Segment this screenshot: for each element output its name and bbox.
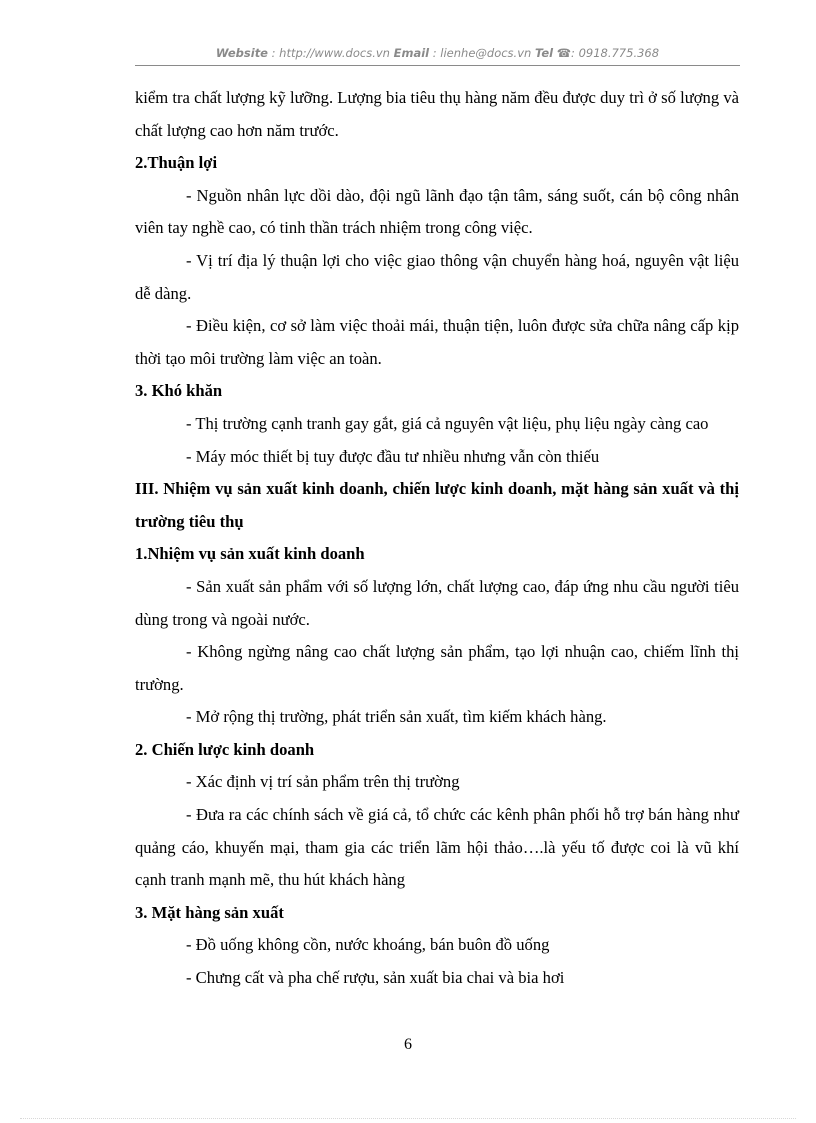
heading-section-3: III. Nhiệm vụ sản xuất kinh doanh, chiến lược kinh doanh, mặt hàng sản xuất và thị trường tiêu thụ [135, 479, 739, 531]
paragraph-kho-khan-2: - Máy móc thiết bị tuy được đầu tư nhiều nhưng vẫn còn thiếu [186, 446, 600, 466]
paragraph-thuan-loi-2: - Vị trí địa lý thuận lợi cho việc giao thông vận chuyển hàng hoá, nguyên vật liệu dễ dàng. [135, 250, 739, 303]
heading-mat-hang: 3. Mặt hàng sản xuất [135, 902, 284, 922]
tel-label: Tel [534, 46, 554, 60]
page-header [135, 46, 740, 66]
paragraph-chien-luoc-2: - Đưa ra các chính sách về giá cả, tổ chức các kênh phân phối hỗ trợ bán hàng như quảng cáo, khuyến mại, tham gia các triển lãm hội thảo….là yếu tố được coi là vũ khí cạnh tranh mạnh mẽ, thu hút khách hàng [135, 805, 739, 890]
website-value: : http://www.docs.vn [268, 46, 394, 60]
paragraph-thuan-loi-3: - Điều kiện, cơ sở làm việc thoải mái, thuận tiện, luôn được sửa chữa nâng cấp kịp thời tạo môi trường làm việc an toàn. [135, 316, 739, 368]
email-value: : lienhe@docs.vn [429, 46, 535, 60]
email-label: Email [393, 46, 430, 60]
paragraph-nhiem-vu-1: - Sản xuất sản phẩm với số lượng lớn, chất lượng cao, đáp ứng nhu cầu người tiêu dùng trong và ngoài nước. [135, 576, 739, 629]
heading-nhiem-vu: 1.Nhiệm vụ sản xuất kinh doanh [135, 544, 365, 564]
paragraph-intro: kiểm tra chất lượng kỹ lưỡng. Lượng bia tiêu thụ hàng năm đều được duy trì ở số lượng và chất lượng cao hơn năm trước. [135, 88, 739, 140]
website-label: Website [215, 46, 268, 60]
heading-chien-luoc: 2. Chiến lược kinh doanh [135, 739, 315, 759]
paragraph-kho-khan-1: - Thị trường cạnh tranh gay gắt, giá cả nguyên vật liệu, phụ liệu ngày càng cao [186, 413, 709, 433]
page-number: 6 [404, 1036, 412, 1053]
document-body [135, 82, 739, 995]
heading-kho-khan: 3. Khó khăn [135, 381, 223, 401]
paragraph-mat-hang-1: - Đồ uống không cồn, nước khoáng, bán buôn đồ uống [186, 935, 550, 955]
paragraph-chien-luoc-1: - Xác định vị trí sản phẩm trên thị trường [186, 772, 460, 792]
heading-thuan-loi: 2.Thuận lợi [135, 153, 218, 173]
paragraph-nhiem-vu-3: - Mở rộng thị trường, phát triển sản xuất, tìm kiếm khách hàng. [186, 707, 607, 727]
tel-value: ☎: 0918.775.368 [553, 46, 660, 60]
paragraph-mat-hang-2: - Chưng cất và pha chế rượu, sản xuất bia chai và bia hơi [186, 968, 565, 988]
page-bottom-divider [20, 1118, 796, 1119]
paragraph-thuan-loi-1: - Nguồn nhân lực dồi dào, đội ngũ lãnh đạo tận tâm, sáng suốt, cán bộ công nhân viên tay nghề cao, có tinh thần trách nhiệm trong công việc. [135, 185, 739, 238]
paragraph-nhiem-vu-2: - Không ngừng nâng cao chất lượng sản phẩm, tạo lợi nhuận cao, chiếm lĩnh thị trường. [135, 642, 739, 694]
